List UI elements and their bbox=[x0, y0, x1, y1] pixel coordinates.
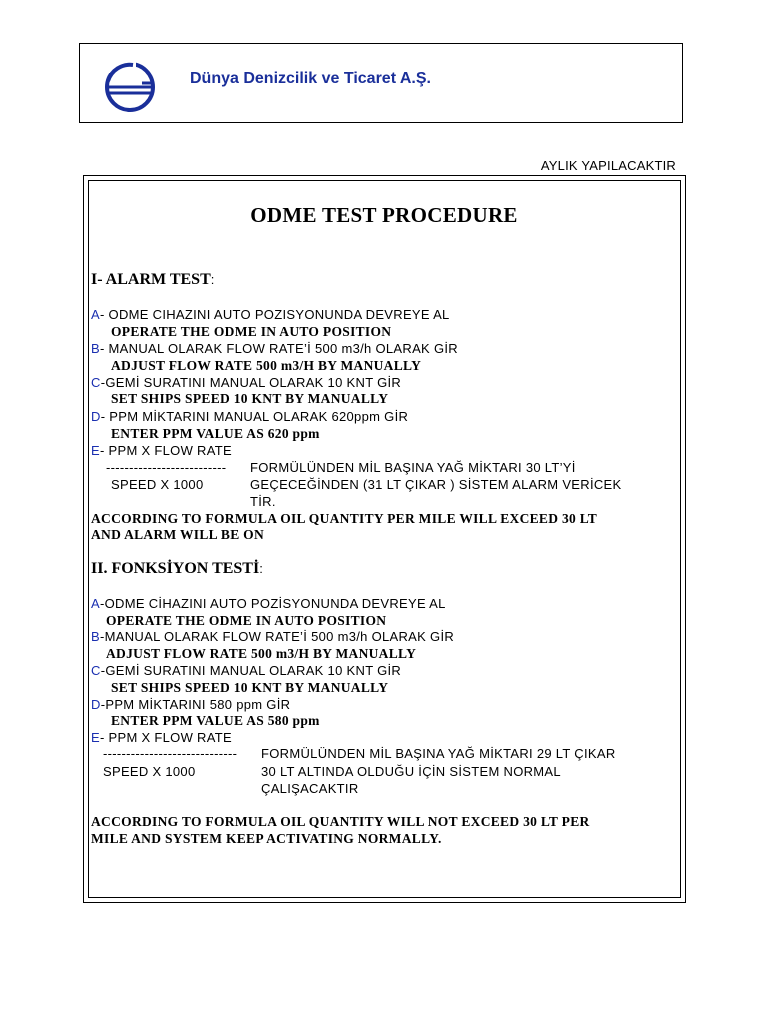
item-letter: C bbox=[91, 375, 101, 390]
item-tr-text: PPM X FLOW RATE bbox=[108, 443, 232, 458]
company-name: Dünya Denizcilik ve Ticaret A.Ş. bbox=[190, 70, 431, 87]
item-tr-text: GEMİ SURATINI MANUAL OLARAK 10 KNT GİR bbox=[105, 663, 402, 678]
section2-heading bbox=[91, 560, 263, 578]
section2-formula-line-3: ÇALIŞACAKTIR bbox=[261, 781, 359, 796]
section2-denominator: SPEED X 1000 bbox=[103, 764, 196, 779]
page-title: ODME TEST PROCEDURE bbox=[250, 203, 518, 227]
item-tr-text: ODME CİHAZINI AUTO POZİSYONUNDA DEVREYE AL bbox=[104, 596, 446, 611]
section2-heading-text: II. FONKSİYON TESTİ bbox=[91, 560, 260, 577]
section2-conclusion-line-1: ACCORDING TO FORMULA OIL QUANTITY WILL NOT EXCEED 30 LT PER bbox=[91, 814, 590, 829]
section2-formula-line-2: 30 LT ALTINDA OLDUĞU İÇİN SİSTEM NORMAL bbox=[261, 764, 561, 779]
item-letter: D bbox=[91, 697, 101, 712]
section2-fraction-line: ----------------------------- bbox=[103, 746, 238, 761]
item-sep: - bbox=[99, 629, 105, 644]
section2-item-c-en: SET SHIPS SPEED 10 KNT BY MANUALLY bbox=[111, 680, 389, 695]
item-letter: C bbox=[91, 663, 101, 678]
section2-formula-line-1: FORMÜLÜNDEN MİL BAŞINA YAĞ MİKTARI 29 LT ÇIKAR bbox=[261, 746, 616, 761]
item-sep: - bbox=[100, 663, 106, 678]
section1-heading bbox=[91, 271, 214, 289]
item-tr-text: ODME CIHAZINI AUTO POZISYONUNDA DEVREYE AL bbox=[108, 307, 450, 322]
section1-conclusion-line-1: ACCORDING TO FORMULA OIL QUANTITY PER MILE WILL EXCEED 30 LT bbox=[91, 511, 598, 526]
section2-item-c bbox=[91, 663, 401, 678]
section1-conclusion-line-2: AND ALARM WILL BE ON bbox=[91, 527, 265, 542]
item-letter: E bbox=[91, 730, 100, 745]
section1-heading-text: I- ALARM TEST bbox=[91, 271, 211, 288]
item-tr-text: MANUAL OLARAK FLOW RATE’İ 500 m3/h OLARAK GİR bbox=[104, 629, 455, 644]
item-letter: E bbox=[91, 443, 100, 458]
section1-item-a bbox=[91, 307, 450, 322]
section2-item-a-en: OPERATE THE ODME IN AUTO POSITION bbox=[106, 613, 387, 628]
item-tr-text: PPM MİKTARINI 580 ppm GİR bbox=[105, 697, 291, 712]
item-sep: - bbox=[100, 409, 110, 424]
item-sep: - bbox=[99, 341, 109, 356]
section2-item-b-en: ADJUST FLOW RATE 500 m3/H BY MANUALLY bbox=[106, 646, 417, 661]
section2-item-d-en: ENTER PPM VALUE AS 580 ppm bbox=[111, 713, 320, 728]
item-letter: A bbox=[91, 596, 100, 611]
section1-item-d bbox=[91, 409, 408, 424]
monthly-note: AYLIK YAPILACAKTIR bbox=[540, 158, 676, 173]
section1-item-e bbox=[91, 443, 232, 458]
item-sep: - bbox=[100, 375, 106, 390]
item-letter: B bbox=[91, 341, 100, 356]
section1-fraction-line: -------------------------- bbox=[106, 460, 227, 475]
section2-item-e bbox=[91, 730, 232, 745]
item-sep: - bbox=[99, 307, 109, 322]
section1-denominator: SPEED X 1000 bbox=[111, 477, 204, 492]
section1-item-b bbox=[91, 341, 458, 356]
item-letter: A bbox=[91, 307, 100, 322]
item-sep: - bbox=[100, 697, 106, 712]
section1-formula-line-3: TİR. bbox=[250, 494, 276, 509]
company-logo-icon bbox=[102, 59, 158, 115]
item-tr-text: MANUAL OLARAK FLOW RATE’İ 500 m3/h OLARAK GİR bbox=[108, 341, 458, 356]
item-letter: B bbox=[91, 629, 100, 644]
item-sep: - bbox=[99, 596, 105, 611]
letterhead bbox=[79, 43, 683, 123]
item-sep: - bbox=[99, 443, 109, 458]
section1-item-c-en: SET SHIPS SPEED 10 KNT BY MANUALLY bbox=[111, 391, 389, 406]
section1-formula-line-1: FORMÜLÜNDEN MİL BAŞINA YAĞ MİKTARI 30 LT’Yİ bbox=[250, 460, 576, 475]
item-letter: D bbox=[91, 409, 101, 424]
section1-formula-line-2: GEÇECEĞİNDEN (31 LT ÇIKAR ) SİSTEM ALARM VERİCEK bbox=[250, 477, 622, 492]
section1-item-b-en: ADJUST FLOW RATE 500 m3/H BY MANUALLY bbox=[111, 358, 422, 373]
section1-item-c bbox=[91, 375, 401, 390]
section1-item-d-en: ENTER PPM VALUE AS 620 ppm bbox=[111, 426, 320, 441]
item-tr-text: GEMİ SURATINI MANUAL OLARAK 10 KNT GİR bbox=[105, 375, 402, 390]
section2-colon: : bbox=[259, 561, 263, 576]
section1-colon: : bbox=[210, 272, 215, 287]
section2-item-d bbox=[91, 697, 290, 712]
item-tr-text: PPM MİKTARINI MANUAL OLARAK 620ppm GİR bbox=[109, 409, 409, 424]
section2-conclusion-line-2: MILE AND SYSTEM KEEP ACTIVATING NORMALLY. bbox=[91, 831, 442, 846]
item-sep: - bbox=[99, 730, 109, 745]
section2-item-a bbox=[91, 596, 446, 611]
item-tr-text: PPM X FLOW RATE bbox=[108, 730, 232, 745]
section2-item-b bbox=[91, 629, 454, 644]
section1-item-a-en: OPERATE THE ODME IN AUTO POSITION bbox=[111, 324, 392, 339]
